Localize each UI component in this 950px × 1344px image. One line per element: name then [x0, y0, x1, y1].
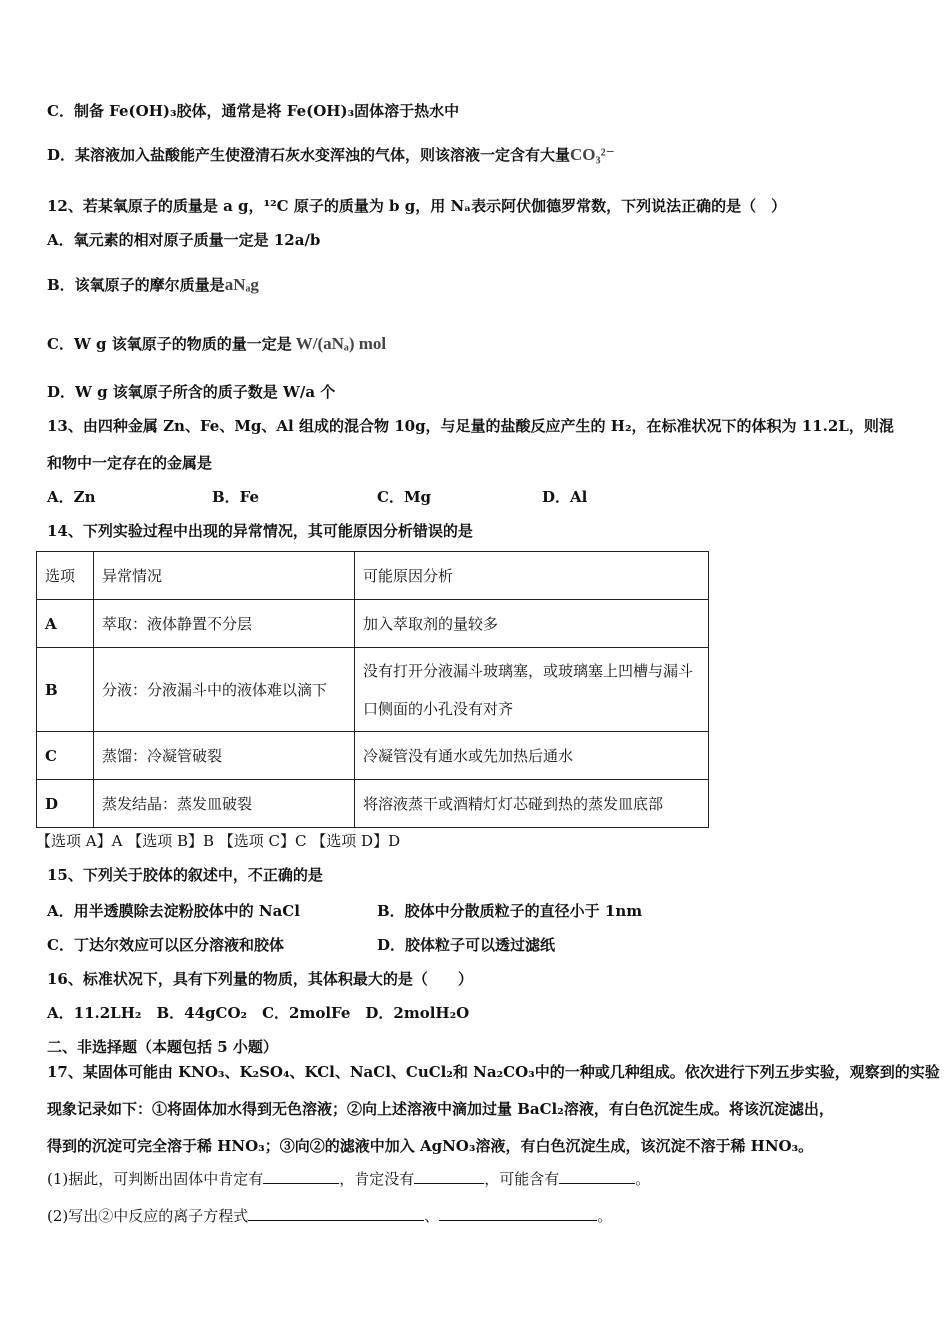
row-option: A [37, 600, 94, 648]
q15-options-row1 [47, 901, 642, 921]
q17-sub2-end: 。 [597, 1207, 613, 1225]
q15-option-d: D．胶体粒子可以透过滤纸 [377, 936, 556, 954]
q12-option-c-text: C．W g 该氧原子的物质的量一定是 [47, 335, 292, 353]
row-option: D [37, 780, 94, 828]
table-row [37, 732, 709, 780]
q12-option-d: D．W g 该氧原子所含的质子数是 W/a 个 [47, 383, 336, 401]
q17-sub2-text-b: 、 [424, 1207, 440, 1225]
q13-option-d: D．Al [542, 488, 588, 506]
header-reason: 可能原因分析 [355, 552, 709, 600]
q12-option-a: A．氧元素的相对原子质量一定是 12a/b [47, 231, 321, 249]
q15-options-row2 [47, 935, 555, 955]
q14-stem: 14、下列实验过程中出现的异常情况，其可能原因分析错误的是 [47, 522, 473, 540]
q15-option-a: A．用半透膜除去淀粉胶体中的 NaCl [47, 902, 300, 920]
q12-stem: 12、若某氧原子的质量是 a g，¹²C 原子的质量为 b g，用 Nₐ表示阿伏伽德罗常数，下列说法正确的是（ ） [47, 197, 787, 215]
table-row [37, 780, 709, 828]
table-row [37, 648, 709, 732]
q17-sub1-end: 。 [635, 1170, 651, 1188]
q13-stem-line2: 和物中一定存在的金属是 [47, 454, 213, 472]
q15-option-b: B．胶体中分散质粒子的直径小于 1nm [377, 902, 643, 920]
q11-option-d-text: D．某溶液加入盐酸能产生使澄清石灰水变浑浊的气体，则该溶液一定含有大量 [47, 146, 571, 164]
q12-option-b [47, 275, 259, 295]
q15-stem: 15、下列关于胶体的叙述中，不正确的是 [47, 866, 323, 884]
q13-stem-line1: 13、由四种金属 Zn、Fe、Mg、Al 组成的混合物 10g，与足量的盐酸反应产生的 H₂，在标准状况下的体积为 11.2L，则混 [47, 417, 894, 435]
q13-options [47, 487, 587, 507]
table-row [37, 600, 709, 648]
q12-option-c [47, 334, 386, 354]
row-reason: 没有打开分液漏斗玻璃塞，或玻璃塞上凹槽与漏斗口侧面的小孔没有对齐 [355, 648, 709, 732]
q17-sub1-text-b: ，肯定没有 [339, 1170, 415, 1188]
q11-option-d [47, 145, 615, 165]
q13-option-c: C．Mg [377, 488, 432, 506]
header-situation: 异常情况 [94, 552, 355, 600]
answer-blank-possible[interactable] [559, 1169, 635, 1184]
q13-option-b: B．Fe [212, 488, 260, 506]
q14-answer-options: 【选项 A】A 【选项 B】B 【选项 C】C 【选项 D】D [36, 832, 401, 850]
answer-blank-certain[interactable] [263, 1169, 339, 1184]
row-situation: 蒸发结晶：蒸发皿破裂 [94, 780, 355, 828]
row-reason: 冷凝管没有通水或先加热后通水 [355, 732, 709, 780]
q17-sub1-text-a: (1)据此，可判断出固体中肯定有 [47, 1170, 264, 1188]
q17-line3: 得到的沉淀可完全溶于稀 HNO₃；③向②的滤液中加入 AgNO₃溶液，有白色沉淀生成，该沉淀不溶于稀 HNO₃。 [47, 1137, 814, 1155]
molar-mass-formula: aNₐg [224, 275, 259, 294]
section-heading: 二、非选择题（本题包括 5 小题） [47, 1038, 278, 1056]
q17-line2: 现象记录如下：①将固体加水得到无色溶液；②向上述溶液中滴加过量 BaCl₂溶液，有白色沉淀生成。将该沉淀滤出， [47, 1100, 834, 1118]
row-option: B [37, 648, 94, 732]
q11-option-c: C．制备 Fe(OH)₃胶体，通常是将 Fe(OH)₃固体溶于热水中 [47, 102, 460, 120]
q17-sub1 [47, 1169, 650, 1189]
row-reason: 加入萃取剂的量较多 [355, 600, 709, 648]
answer-blank-equation-1[interactable] [248, 1206, 424, 1221]
table-header-row [37, 552, 709, 600]
experiment-table [36, 551, 709, 828]
row-option: C [37, 732, 94, 780]
amount-formula: W/(aNₐ) mol [295, 334, 387, 353]
row-situation: 分液：分液漏斗中的液体难以滴下 [94, 648, 355, 732]
q17-sub2 [47, 1206, 612, 1226]
q16-options: A．11.2LH₂ B．44gCO₂ C．2molFe D．2molH₂O [47, 1004, 470, 1022]
row-situation: 萃取：液体静置不分层 [94, 600, 355, 648]
q17-sub1-text-c: ，可能含有 [484, 1170, 560, 1188]
row-reason: 将溶液蒸干或酒精灯灯芯碰到热的蒸发皿底部 [355, 780, 709, 828]
q15-option-c: C．丁达尔效应可以区分溶液和胶体 [47, 936, 284, 954]
q16-stem: 16、标准状况下，具有下列量的物质，其体积最大的是（ ） [47, 970, 473, 988]
q17-line1: 17、某固体可能由 KNO₃、K₂SO₄、KCl、NaCl、CuCl₂和 Na₂CO₃中的一种或几种组成。依次进行下列五步实验，观察到的实验 [47, 1063, 940, 1081]
answer-blank-absent[interactable] [414, 1169, 484, 1184]
q17-sub2-text-a: (2)写出②中反应的离子方程式 [47, 1207, 249, 1225]
row-situation: 蒸馏：冷凝管破裂 [94, 732, 355, 780]
carbonate-formula: CO₃²⁻ [570, 145, 615, 164]
header-option: 选项 [37, 552, 94, 600]
q13-option-a: A．Zn [47, 488, 96, 506]
answer-blank-equation-2[interactable] [439, 1206, 597, 1221]
q12-option-b-text: B．该氧原子的摩尔质量是 [47, 276, 225, 294]
